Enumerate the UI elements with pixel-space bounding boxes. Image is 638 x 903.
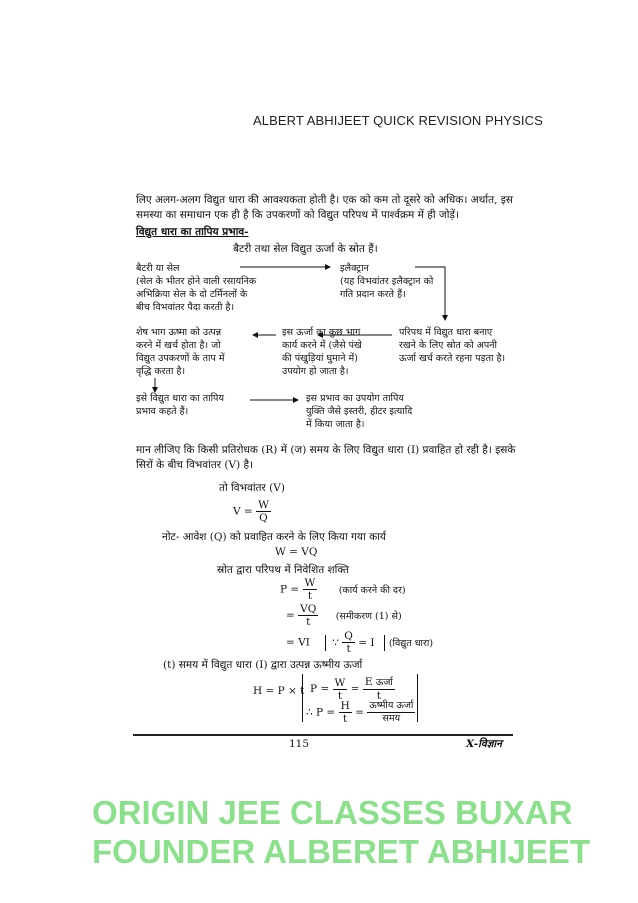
flow-heating: इसे विद्युत धारा का तापिय प्रभाव कहते हैं। [136,393,224,417]
eq-w-vq: W = VQ [275,546,318,558]
flow-top: बैटरी तथा सेल विद्युत ऊर्जा के स्रोत हैं। [233,243,378,255]
watermark-line-2: FOUNDER ALBERET ABHIJEET [92,833,591,870]
assume-line-1: मान लीजिए कि किसी प्रतिरोधक (R) में (ज) समय के लिए विद्युत धारा (I) प्रवाहित हो रही है। इसके [136,444,516,456]
eq-pw: P = $\frac{W}{t}$ = $\frac{\text{E ऊर्जा}}{t}$ [310,676,393,702]
eq-ph: ∴ P = $\frac{H}{t}$ = $\frac{\text{ऊष्मीय ऊर्जा}}{\text{समय}}$ [306,700,414,725]
flow-remaining: शेष भाग ऊष्मा को उत्पन्न करने में खर्च होता है। जो विद्युत उपकरणों के ताप में वृद्धि करता है। [136,327,225,377]
eq-v: V = $\frac{W}{Q}$ [233,499,269,524]
watermark-line-1: ORIGIN JEE CLASSES BUXAR [92,794,573,831]
intro-line-2: समस्या का समाधान एक ही है कि उपकरणों को विद्युत परिपथ में पार्श्वक्रम में ही जोड़ें। [136,209,460,221]
eq-h: H = P × t [253,685,305,697]
flow-circuit: परिपथ में विद्युत धारा बनाए रखने के लिए स्रोत को अपनी ऊर्जा खर्च करते रहना पड़ता है। [399,327,506,364]
eq-note: नोट- आवेश (Q) को प्रवाहित करने के लिए किया गया कार्य [162,531,386,543]
header-title: ALBERT ABHIJEET QUICK REVISION PHYSICS [253,113,543,128]
eq-power-heading: स्रोत द्वारा परिपथ में निवेशित शक्ति [217,564,349,576]
flow-electron: इलैक्ट्रान (यह विभवांतर इलैक्ट्रान को गति प्रदान करते हैं। [340,263,434,300]
footer-book: X-विज्ञान [466,738,502,750]
eq-3: = VI ∵ $\frac{Q}{t}$ = I (विद्युत धारा) [286,630,434,655]
flow-battery: बैटरी या सेल (सेल के भीतर होने वाली रसायनिक अभिक्रिया सेल के दो टर्मिनलों के बीच विभवांतर पैदा करती है। [136,263,257,313]
intro-line-1: लिए अलग-अलग विद्युत धारा की आवश्यकता होती है। एक को कम तो दूसरे को अधिक। अर्थात, इस [136,194,513,206]
flow-part: इस ऊर्जा का कुछ भाग कार्य करने में (जैसे पंखे की पंखुड़ियां घुमाने में) उपयोग हो जाता है। [282,327,362,377]
eq-then: तो विभवांतर (V) [219,482,285,494]
footer-rule [133,734,513,736]
eq-heat-heading: (t) समय में विद्युत धारा (I) द्वारा उत्पन्न ऊष्मीय ऊर्जा [163,659,363,671]
assume-line-2: सिरों के बीच विभवांतर (V) है। [136,459,254,471]
eq-p: P = $\frac{W}{t}$ (कार्य करने की दर) [280,577,406,602]
footer-page-number: 115 [289,738,310,750]
section-heading: विद्युत धारा का तापिय प्रभाव- [136,226,249,238]
eq-2: = $\frac{VQ}{t}$ (समीकरण (1) से) [286,603,402,628]
flow-uses: इस प्रभाव का उपयोग तापिय युक्ति जैसे इस्तरी, हीटर इत्यादि में किया जाता है। [306,393,413,430]
